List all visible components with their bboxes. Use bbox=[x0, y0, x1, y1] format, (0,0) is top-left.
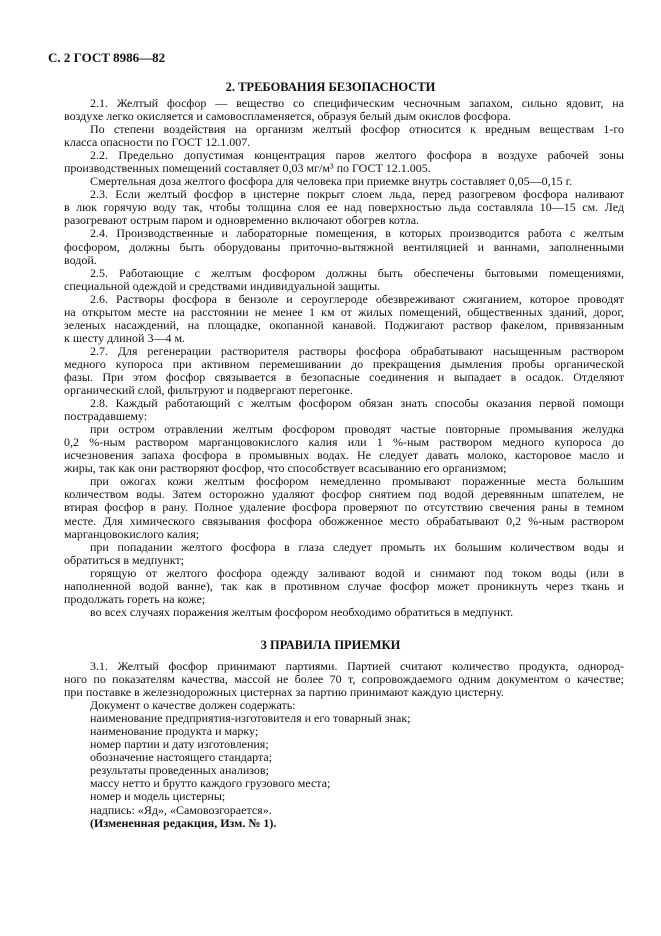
section-2-body bbox=[64, 97, 624, 619]
text-line: результаты проведенных анализов; bbox=[90, 763, 269, 778]
text-line: класса опасности по ГОСТ 12.1.007. bbox=[64, 135, 251, 150]
paragraph bbox=[64, 397, 624, 423]
text-line: месте. Для химического связывания фосфора обожженное место обрабатывают 0,2 %-ным раствором bbox=[64, 513, 624, 528]
text-line: втирая фосфор в рану. Полное удаление фосфора проверяют по отсутствию свечения раны в темном bbox=[64, 500, 624, 515]
text-line: во всех случаях поражения желтым фосфором необходимо обратиться в медпункт. bbox=[90, 604, 514, 619]
text-line: разогревают острым паром и одновременно включают обогрев котла. bbox=[64, 213, 420, 228]
paragraph bbox=[64, 817, 624, 830]
section-3-title: 3 ПРАВИЛА ПРИЕМКИ bbox=[260, 638, 401, 652]
paragraph bbox=[64, 293, 624, 345]
text-line: 3.1. Желтый фосфор принимают партиями. Партией считают количество продукта, однород- bbox=[90, 659, 624, 673]
text-line: наименование предприятия-изготовителя и его товарный знак; bbox=[90, 711, 411, 726]
text-line: при поставке в железнодорожных цистернах за партию принимают каждую цистерну. bbox=[64, 685, 504, 700]
section-3-body bbox=[64, 660, 624, 830]
text-line: исчезновения запаха фосфора в промывных водах. Не следует давать молоко, касторовое масло и bbox=[64, 448, 624, 463]
text-line: 2.8. Каждый работающий с желтым фосфором обязан знать способы оказания первой помощи bbox=[90, 396, 624, 411]
text-line: 2.6. Растворы фосфора в бензоле и сероуглероде обезвреживают сжиганием, которое проводят bbox=[90, 291, 624, 306]
text-line: Документ о качестве должен содержать: bbox=[90, 698, 296, 713]
text-line: горящую от желтого фосфора одежду заливают водой и снимают под током воды (или в bbox=[90, 565, 624, 580]
text-line: при ожогах кожи желтым фосфором немедленно промывают пораженные места большим bbox=[90, 474, 624, 489]
paragraph bbox=[64, 790, 624, 803]
paragraph bbox=[64, 188, 624, 227]
text-line: 2.7. Для регенерации растворителя растворы фосфора обрабатывают насыщенным раствором bbox=[90, 343, 624, 358]
text-line: фазы. При этом фосфор связывается в безопасные соединения и выпадает в осадок. Отделяют bbox=[64, 369, 624, 384]
paragraph bbox=[64, 541, 624, 567]
text-line: при остром отравлении желтым фосфором проводят частые повторные промывания желудка bbox=[90, 422, 624, 437]
text-line: (Измененная редакция, Изм. № 1). bbox=[90, 815, 277, 830]
text-line: массу нетто и брутто каждого грузового места; bbox=[90, 776, 331, 791]
paragraph bbox=[64, 475, 624, 540]
text-line: обратиться в медпункт; bbox=[64, 552, 184, 567]
text-line: По степени воздействия на организм желтый фосфор относится к вредным веществам 1-го bbox=[90, 122, 624, 137]
text-line: 2.2. Предельно допустимая концентрация паров желтого фосфора в воздухе рабочей зоны bbox=[90, 148, 624, 163]
paragraph bbox=[64, 804, 624, 817]
text-line: надпись: «Яд», «Самовозгорается». bbox=[90, 802, 272, 817]
text-line: наполненной водой ванне), так как в противном случае фосфор может проникнуть через ткань и bbox=[64, 578, 624, 593]
text-line: 2.4. Производственные и лабораторные помещения, в которых производится работа с желтым bbox=[90, 226, 624, 241]
text-line: на открытом месте на расстоянии не менее 1 км от жилых помещений, общественных зданий, дорог, bbox=[64, 304, 624, 319]
page-header: С. 2 ГОСТ 8986—82 bbox=[48, 50, 166, 65]
paragraph bbox=[64, 567, 624, 606]
text-line: 2.5. Работающие с желтым фосфором должны быть обеспечены бытовыми помещениями, bbox=[90, 265, 624, 280]
paragraph bbox=[64, 123, 624, 149]
text-line: в люк горячую воду так, чтобы толщина слоя ее над поверхностью льда составляла 10—15 см. Лед bbox=[64, 200, 624, 215]
paragraph bbox=[64, 660, 624, 699]
text-line: специальной одеждой и средствами индивидуальной защиты. bbox=[64, 278, 381, 293]
text-line: наименование продукта и марку; bbox=[90, 724, 259, 739]
text-line: к шесту длиной 3—4 м. bbox=[64, 330, 186, 345]
text-line: ного по показателям качества, массой не более 70 т, сопровождаемого одним документом о качестве; bbox=[64, 672, 624, 687]
text-line: фосфором, должны быть оборудованы приточно-вытяжной вентиляцией и ваннами, заполненными bbox=[64, 239, 624, 254]
paragraph bbox=[64, 345, 624, 397]
text-line: марганцовокислого калия; bbox=[64, 526, 200, 541]
text-line: 2.1. Желтый фосфор — вещество со специфическим чесночным запахом, сильно ядовит, на bbox=[90, 96, 624, 110]
text-line: водой. bbox=[64, 252, 97, 267]
text-line: продолжать гореть на коже; bbox=[64, 591, 206, 606]
paragraph bbox=[64, 97, 624, 123]
text-line: пострадавшему: bbox=[64, 409, 148, 424]
paragraph bbox=[64, 606, 624, 619]
paragraph bbox=[64, 267, 624, 293]
text-line: жиры, так как они растворяют фосфор, что способствует всасыванию его организмом; bbox=[64, 461, 507, 476]
text-line: 2.3. Если желтый фосфор в цистерне покрыт слоем льда, перед разогревом фосфора наливают bbox=[90, 187, 624, 202]
text-line: количеством воды. Затем осторожно удаляют фосфор снятием под водой деревянным шпателем, не bbox=[64, 487, 624, 502]
text-line: 0,2 %-ным раствором марганцовокислого калия или 1 %-ным раствором медного купороса до bbox=[64, 435, 624, 450]
paragraph bbox=[64, 149, 624, 175]
paragraph bbox=[64, 423, 624, 475]
text-line: воздухе легко окисляется и самовоспламеняется, образуя белый дым окислов фосфора. bbox=[64, 109, 512, 124]
section-2-title: 2. ТРЕБОВАНИЯ БЕЗОПАСНОСТИ bbox=[225, 80, 436, 94]
text-line: при попадании желтого фосфора в глаза следует промыть их большим количеством воды и bbox=[90, 539, 624, 554]
text-line: Смертельная доза желтого фосфора для человека при приемке внутрь составляет 0,05—0,15 г. bbox=[90, 174, 573, 189]
text-line: производственных помещений составляет 0,03 мг/м³ по ГОСТ 12.1.005. bbox=[64, 161, 431, 176]
text-line: номер партии и дату изготовления; bbox=[90, 737, 269, 752]
text-line: зеленых насаждений, на площадке, окопанной канавой. Поджигают раствор факелом, привязанным bbox=[64, 317, 624, 332]
text-line: номер и модель цистерны; bbox=[90, 789, 226, 804]
text-line: обозначение настоящего стандарта; bbox=[90, 750, 273, 765]
text-line: медного купороса при активном перемешивании до прекращения дымления пробы органической bbox=[64, 356, 624, 371]
text-line: органический слой, фильтруют и подвергают перегонке. bbox=[64, 383, 353, 398]
paragraph bbox=[64, 227, 624, 266]
